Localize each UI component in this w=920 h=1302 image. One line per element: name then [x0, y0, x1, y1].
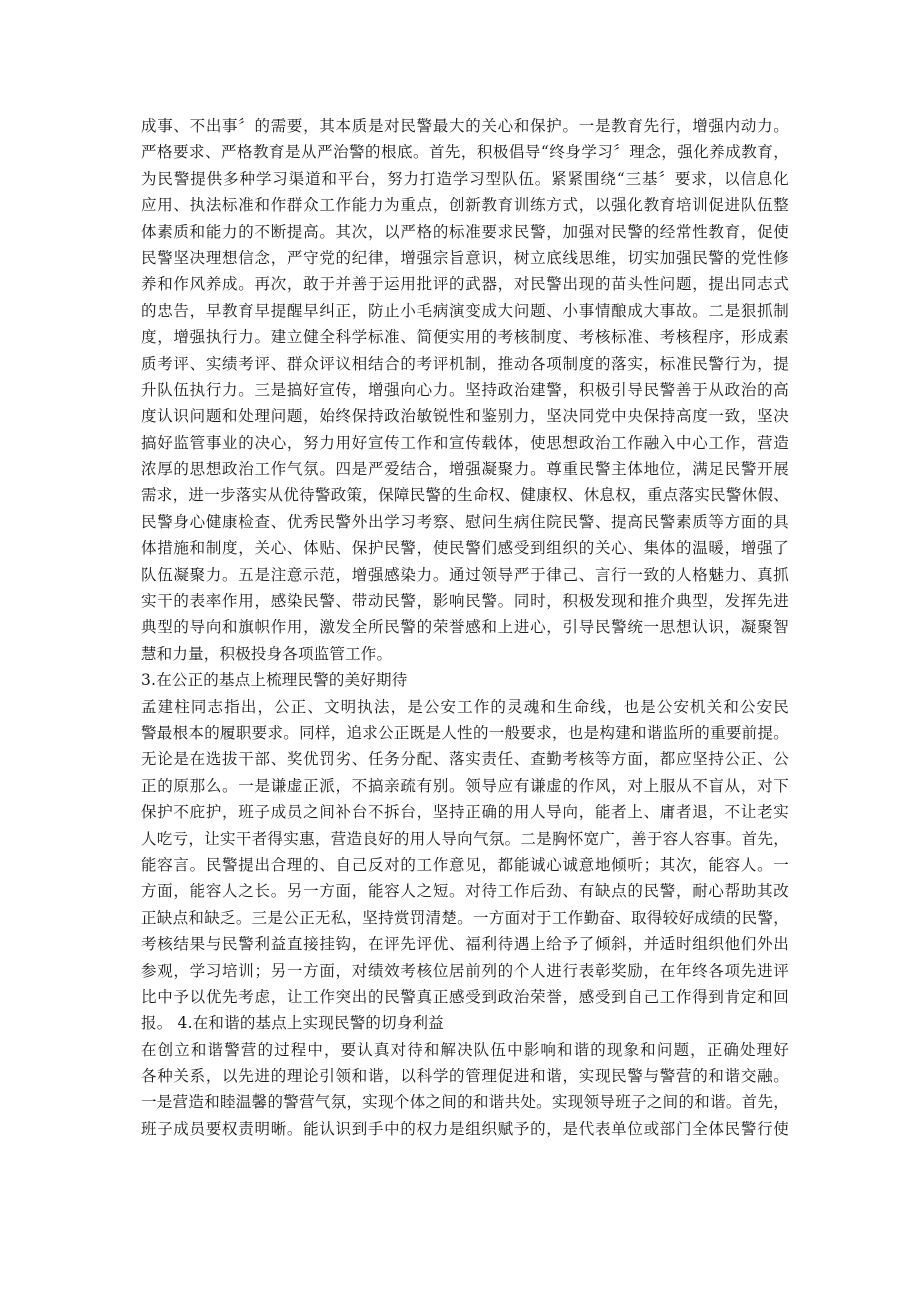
text-line: 度认识问题和处理问题，始终保持政治敏锐性和鉴别力，坚决同党中央保持高度一致，坚决 [141, 407, 789, 426]
text-line: 浓厚的思想政治工作气氛。四是严爱结合，增强凝聚力。尊重民警主体地位，满足民警开展 [141, 460, 789, 479]
text-line: 孟建柱同志指出，公正、文明执法，是公安工作的灵魂和生命线，也是公安机关和公安民 [141, 697, 789, 716]
text-line: 警最根本的履职要求。同样，追求公正既是人性的一般要求，也是构建和谐监所的重要前提。 [141, 723, 789, 742]
text-line: 典型的导向和旗帜作用，激发全所民警的荣誉感和上进心，引导民警统一思想认识，凝聚智 [141, 618, 789, 637]
text-line: 体措施和制度，关心、体贴、保护民警，使民警们感受到组织的关心、集体的温暖，增强了 [141, 539, 789, 558]
text-line: 能容言。民警提出合理的、自己反对的工作意见，都能诚心诚意地倾听；其次，能容人。一 [141, 855, 789, 874]
section-heading: 3.在公正的基点上梳理民警的美好期待 [141, 671, 408, 690]
text-line: 队伍凝聚力。五是注意示范，增强感染力。通过领导严于律己、言行一致的人格魅力、真抓 [141, 565, 789, 584]
text-line: 比中予以优先考虑，让工作突出的民警真正感受到政治荣誉，感受到自己工作得到肯定和回 [141, 987, 789, 1006]
text-line: 实干的表率作用，感染民警、带动民警，影响民警。同时，积极发现和推介典型，发挥先进 [141, 592, 789, 611]
text-line: 民警坚决理想信念，严守党的纪律，增强宗旨意识，树立底线思维，切实加强民警的党性修 [141, 248, 789, 267]
document-body [141, 113, 789, 1142]
text-line: 一是营造和睦温馨的警营气氛，实现个体之间的和谐共处。实现领导班子之间的和谐。首先， [141, 1093, 789, 1112]
text-line: 严格要求、严格教育是从严治警的根底。首先，积极倡导“终身学习〞理念，强化养成教育， [141, 143, 789, 162]
text-line: 参观，学习培训；另一方面，对绩效考核位居前列的个人进行表彰奖励，在年终各项先进评 [141, 961, 789, 980]
text-line: 班子成员要权责明晰。能认识到手中的权力是组织赋予的，是代表单位或部门全体民警行使 [141, 1119, 789, 1138]
text-line: 的忠告，早教育早提醒早纠正，防止小毛病演变成大问题、小事情酿成大事故。二是狠抓制 [141, 301, 789, 320]
text-line: 慧和力量，积极投身各项监管工作。 [141, 644, 393, 663]
text-line: 正缺点和缺乏。三是公正无私，坚持赏罚清楚。一方面对于工作勤奋、取得较好成绩的民警， [141, 908, 789, 927]
text-line: 成事、不出事〞的需要，其本质是对民警最大的关心和保护。一是教育先行，增强内动力。 [141, 117, 789, 135]
text-line: 需求，进一步落实从优待警政策，保障民警的生命权、健康权、休息权，重点落实民警休假、 [141, 486, 789, 505]
text-line: 民警身心健康检查、优秀民警外出学习考察、慰问生病住院民警、提高民警素质等方面的具 [141, 512, 789, 531]
text-line: 为民警提供多种学习渠道和平台，努力打造学习型队伍。紧紧围绕“三基〞要求，以信息化 [141, 169, 789, 188]
text-line: 升队伍执行力。三是搞好宣传，增强向心力。坚持政治建警，积极引导民警善于从政治的高 [141, 380, 789, 399]
text-line: 在创立和谐警营的过程中，要认真对待和解决队伍中影响和谐的现象和问题，正确处理好 [141, 1040, 789, 1059]
text-line: 保护不庇护，班子成员之间补台不拆台，坚持正确的用人导向，能者上、庸者退，不让老实 [141, 803, 789, 822]
text-line: 各种关系，以先进的理论引领和谐，以科学的管理促进和谐，实现民警与警营的和谐交融。 [141, 1067, 789, 1086]
text-line: 度，增强执行力。建立健全科学标准、简便实用的考核制度、考核标准、考核程序，形成素 [141, 328, 789, 347]
text-line: 体素质和能力的不断提高。其次，以严格的标准要求民警，加强对民警的经常性教育，促使 [141, 222, 789, 241]
text-line: 正的原那么。一是谦虚正派，不搞亲疏有别。领导应有谦虚的作风，对上服从不盲从，对下 [141, 776, 789, 795]
text-line: 应用、执法标准和作群众工作能力为重点，创新教育训练方式，以强化教育培训促进队伍整 [141, 196, 789, 215]
text-line: 质考评、实绩考评、群众评议相结合的考评机制，推动各项制度的落实，标准民警行为，提 [141, 354, 789, 373]
section-heading: 报。 4.在和谐的基点上实现民警的切身利益 [141, 1014, 444, 1033]
text-line: 人吃亏，让实干者得实惠，营造良好的用人导向气氛。二是胸怀宽广，善于容人容事。首先， [141, 829, 789, 848]
text-line: 方面，能容人之长。另一方面，能容人之短。对待工作后劲、有缺点的民警，耐心帮助其改 [141, 882, 789, 901]
text-line: 无论是在选拔干部、奖优罚劣、任务分配、落实责任、查勤考核等方面，都应坚持公正、公 [141, 750, 789, 769]
text-line: 养和作风养成。再次，敢于并善于运用批评的武器，对民警出现的苗头性问题，提出同志式 [141, 275, 789, 294]
text-line: 搞好监管事业的决心，努力用好宣传工作和宣传载体，使思想政治工作融入中心工作，营造 [141, 433, 789, 452]
text-line: 考核结果与民警利益直接挂钩，在评先评优、福利待遇上给予了倾斜，并适时组织他们外出 [141, 935, 789, 954]
